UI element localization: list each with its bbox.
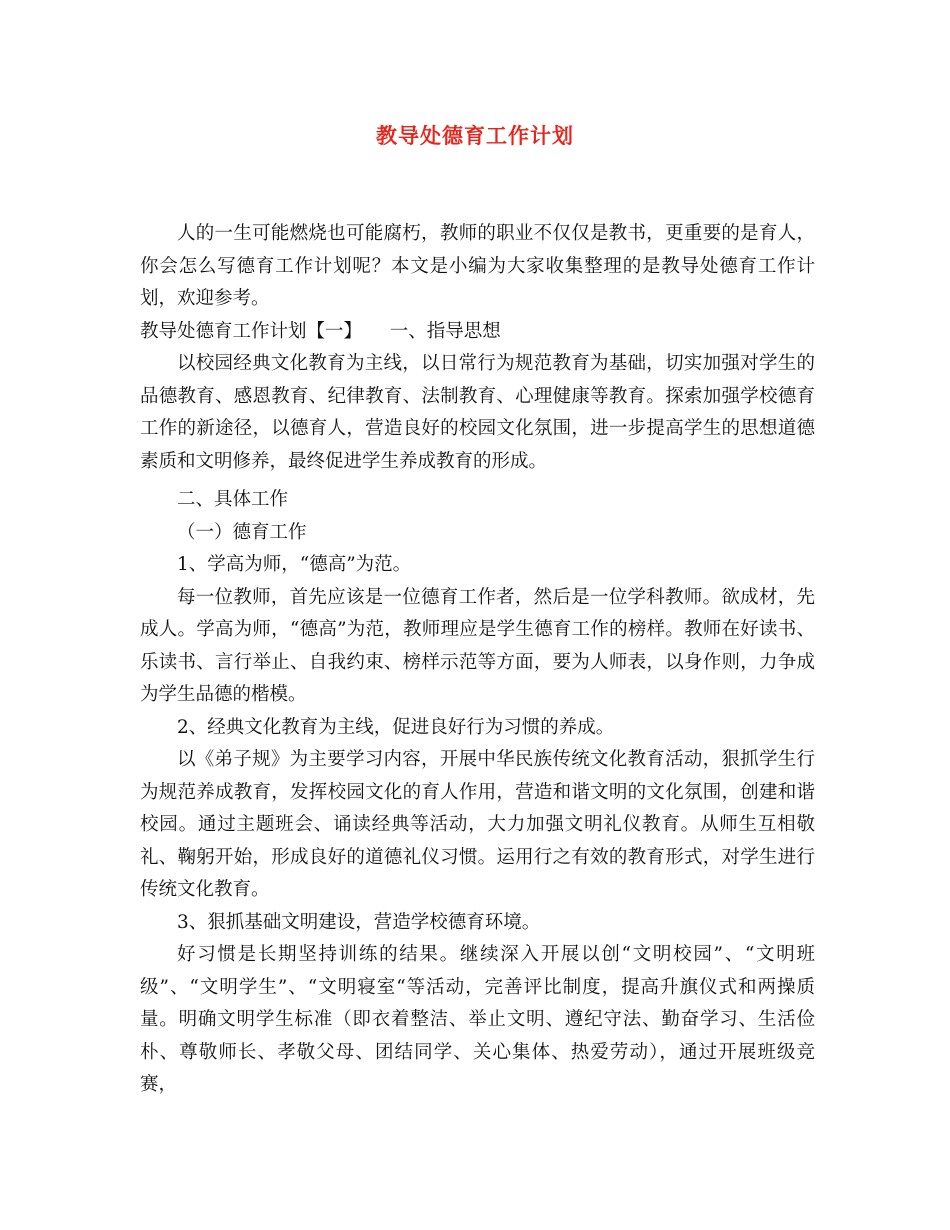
subsection-heading-moral-work: （一）德育工作: [177, 521, 307, 543]
document-title: 教导处德育工作计划: [376, 123, 574, 148]
item-heading-1: 1、学高为师，“德高”为范。: [177, 554, 412, 575]
item-heading-2: 2、经典文化教育为主线，促进良好行为习惯的养成。: [177, 716, 615, 738]
paragraph-intro: 人的一生可能燃烧也可能腐朽，教师的职业不仅仅是教书，更重要的是育人，你会怎么写德育工作计划呢？本文是小编为大家收集整理的是教导处德育工作计划，欢迎参考。: [140, 223, 815, 309]
paragraph-item-3: 好习惯是长期坚持训练的结果。继续深入开展以创“文明校园”、“文明班级”、“文明学生”、“文明寝室“等活动，完善评比制度，提高升旗仪式和两操质量。明确文明学生标准（即衣着整洁、举止文明、遵纪守法、勤奋学习、生活俭朴、尊敬师长、孝敬父母、团结同学、关心集体、热爱劳动），通过开展班级竞赛，: [140, 944, 815, 1095]
paragraph-guiding-thought: 以校园经典文化教育为主线，以日常行为规范教育为基础，切实加强对学生的品德教育、感恩教育、纪律教育、法制教育、心理健康等教育。探索加强学校德育工作的新途径，以德育人，营造良好的校园文化氛围，进一步提高学生的思想道德素质和文明修养，最终促进学生养成教育的形成。: [140, 353, 815, 472]
section-heading-specific-work: 二、具体工作: [177, 489, 289, 510]
paragraph-item-1: 每一位教师，首先应该是一位德育工作者，然后是一位学科教师。欲成材，先成人。学高为师，“德高”为范，教师理应是学生德育工作的榜样。教师在好读书、乐读书、言行举止、自我约束、榜样示范等方面，要为人师表，以身作则，力争成为学生品德的楷模。: [140, 586, 815, 705]
paragraph-plan-heading: 教导处德育工作计划【一】 一、指导思想: [140, 320, 501, 342]
paragraph-item-2: 以《弟子规》为主要学习内容，开展中华民族传统文化教育活动，狠抓学生行为规范养成教育，发挥校园文化的育人作用，营造和谐文明的文化氛围，创建和谐校园。通过主题班会、诵读经典等活动，大力加强文明礼仪教育。从师生互相敬礼、鞠躬开始，形成良好的道德礼仪习惯。运用行之有效的教育形式，对学生进行传统文化教育。: [140, 749, 815, 900]
document-body: [140, 218, 815, 1102]
item-heading-3: 3、狠抓基础文明建设，营造学校德育环境。: [177, 911, 541, 933]
